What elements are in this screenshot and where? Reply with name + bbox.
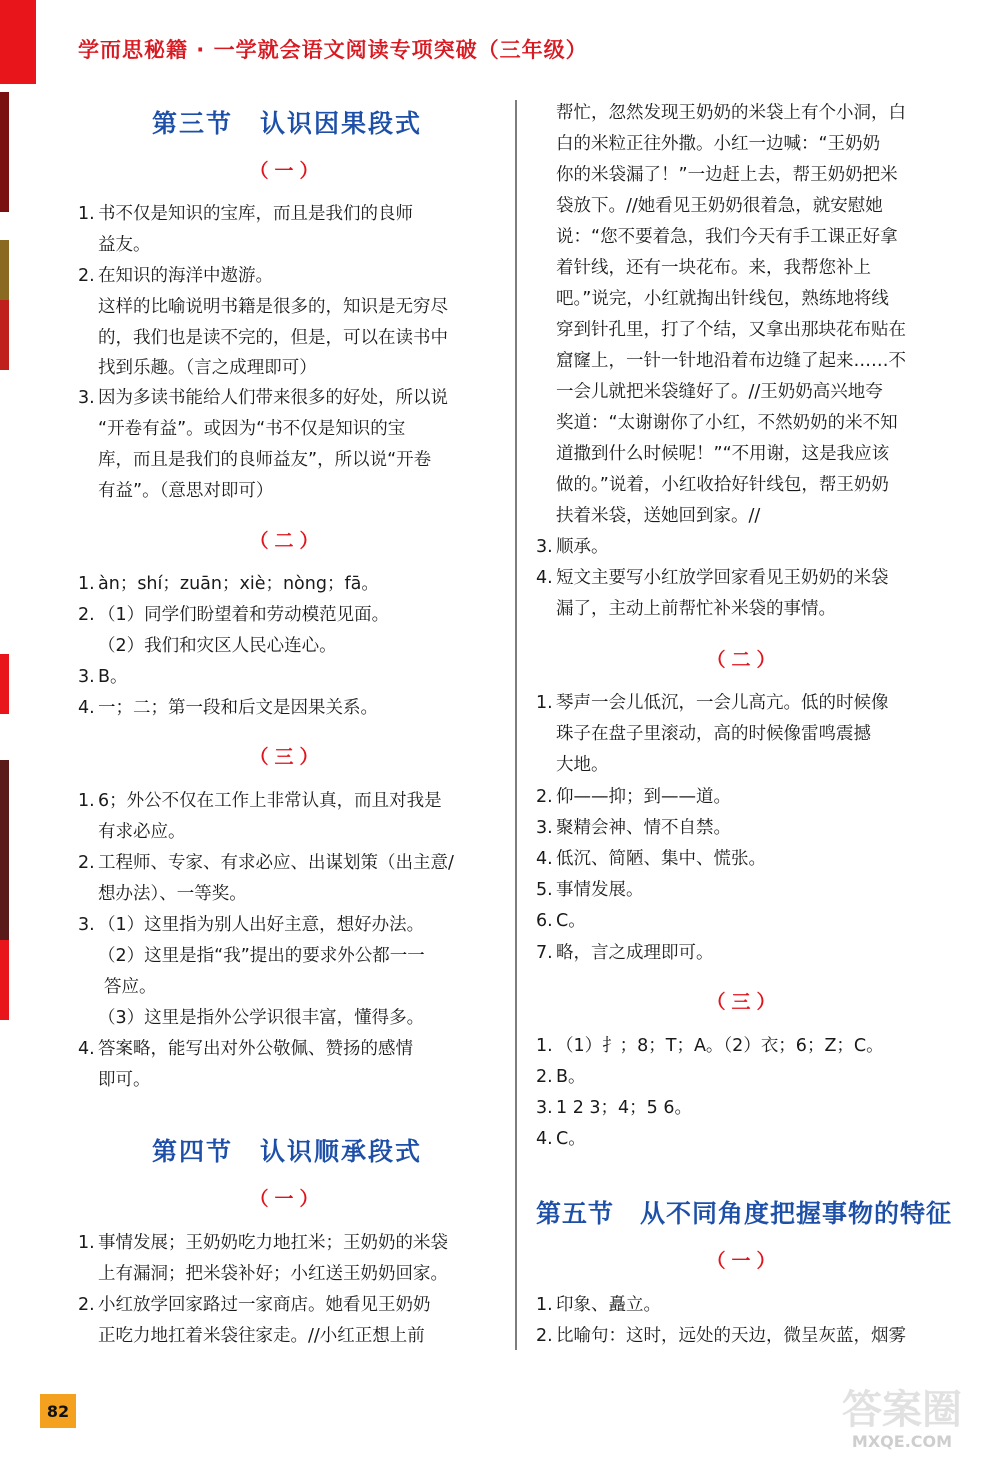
item-number: 4. bbox=[536, 568, 553, 588]
answer-line: （2）我们和灾区人民心连心。 bbox=[98, 636, 337, 656]
answer-line: 3. 聚精会神、情不自禁。 bbox=[536, 818, 731, 838]
item-number: 2. bbox=[536, 1326, 553, 1346]
item-number: 3. bbox=[78, 667, 95, 687]
subsection-title: （三） bbox=[706, 991, 782, 1013]
section-title: 第四节 认识顺承段式 bbox=[151, 1137, 422, 1166]
answer-line: 5. 事情发展。 bbox=[536, 880, 644, 900]
item-number: 1. bbox=[78, 204, 95, 224]
answer-line: 这样的比喻说明书籍是很多的，知识是无穷尽 bbox=[98, 297, 448, 317]
side-mark bbox=[0, 760, 9, 940]
answer-line: 3. （1）这里指为别人出好主意，想好办法。 bbox=[78, 915, 425, 935]
answer-line: 益友。 bbox=[98, 235, 151, 255]
item-number: 1. bbox=[78, 1233, 95, 1253]
answer-line: 着针线，还有一块花布。来，我帮您补上 bbox=[556, 258, 871, 278]
side-mark bbox=[0, 654, 9, 714]
item-number: 2. bbox=[536, 787, 553, 807]
answer-line: （2）这里是指“我”提出的要求外公都一一 bbox=[98, 946, 425, 966]
item-number: 1. bbox=[78, 791, 95, 811]
item-number: 4. bbox=[536, 849, 553, 869]
subsection-title: （一） bbox=[706, 1250, 782, 1272]
answer-line: 道撒到什么时候呢！”“不用谢，这是我应该 bbox=[556, 444, 890, 464]
item-number: 3. bbox=[78, 915, 95, 935]
subsection-title: （二） bbox=[249, 530, 325, 552]
item-number: 4. bbox=[78, 1039, 95, 1059]
answer-line: 说：“您不要着急，我们今天有手工课正好拿 bbox=[556, 227, 898, 247]
answer-line: 吧。”说完，小红就掏出针线包，熟练地将线 bbox=[556, 289, 889, 309]
header-red-bar bbox=[0, 0, 36, 84]
side-mark bbox=[0, 92, 9, 212]
answer-line: 做的。”说着，小红收拾好针线包，帮王奶奶 bbox=[556, 475, 889, 495]
item-number: 3. bbox=[536, 818, 553, 838]
answer-line: 你的米袋漏了！”一边赶上去，帮王奶奶把米 bbox=[556, 165, 898, 185]
answer-line: 4. 一；二；第一段和后文是因果关系。 bbox=[78, 698, 378, 718]
subsection-title: （三） bbox=[249, 746, 325, 768]
answer-line: “开卷有益”。或因为“书不仅是知识的宝 bbox=[98, 419, 406, 439]
item-number: 3. bbox=[536, 537, 553, 557]
answer-line: 有益”。（意思对即可） bbox=[98, 481, 274, 501]
item-number: 7. bbox=[536, 943, 553, 963]
answer-line: 7. 略，言之成理即可。 bbox=[536, 943, 714, 963]
answer-line: 3. B。 bbox=[78, 667, 128, 687]
answer-line: 4. 答案略，能写出对外公敬佩、赞扬的感情 bbox=[78, 1039, 413, 1059]
answer-line: 2. 仰——抑；到——道。 bbox=[536, 787, 731, 807]
item-number: 2. bbox=[78, 266, 95, 286]
subsection-title: （一） bbox=[249, 1188, 325, 1210]
item-number: 1. bbox=[78, 574, 95, 594]
answer-line: 2. B。 bbox=[536, 1067, 586, 1087]
answer-line: 3. 因为多读书能给人们带来很多的好处，所以说 bbox=[78, 388, 448, 408]
answer-line: 2. （1）同学们盼望着和劳动模范见面。 bbox=[78, 605, 390, 625]
answer-line: 4. 低沉、简陋、集中、慌张。 bbox=[536, 849, 766, 869]
answer-line: 扶着米袋，送她回到家。// bbox=[556, 506, 761, 526]
item-number: 2. bbox=[78, 605, 95, 625]
header-title: 学而思秘籍 · 一学就会语文阅读专项突破（三年级） bbox=[78, 38, 588, 62]
answer-line: 1. （1）扌；8；T；A。（2）衣；6；Z；C。 bbox=[536, 1036, 884, 1056]
answer-line: 库，而且是我们的良师益友”，所以说“开卷 bbox=[98, 450, 432, 470]
answer-line: 白的米粒正往外撒。小红一边喊：“王奶奶 bbox=[556, 134, 881, 154]
answer-line: 窟窿上，一针一针地沿着布边缝了起来……不 bbox=[556, 351, 906, 371]
answer-line: 2. 比喻句：这时，远处的天边，微呈灰蓝，烟雾 bbox=[536, 1326, 906, 1346]
answer-line: 1. 印象、矗立。 bbox=[536, 1295, 661, 1315]
answer-line: 穿到针孔里，打了个结，又拿出那块花布贴在 bbox=[556, 320, 906, 340]
answer-line: 1. 事情发展；王奶奶吃力地扛米；王奶奶的米袋 bbox=[78, 1233, 448, 1253]
item-number: 3. bbox=[78, 388, 95, 408]
answer-line: （3）这里是指外公学识很丰富，懂得多。 bbox=[98, 1008, 425, 1028]
answer-line: 有求必应。 bbox=[98, 822, 186, 842]
answer-line: 2. 在知识的海洋中遨游。 bbox=[78, 266, 273, 286]
subsection-title: （二） bbox=[706, 649, 782, 671]
answer-line: 袋放下。//她看见王奶奶很着急，就安慰她 bbox=[556, 196, 883, 216]
watermark bbox=[812, 1388, 992, 1464]
item-number: 2. bbox=[78, 1295, 95, 1315]
answer-line: 珠子在盘子里滚动，高的时候像雷鸣震撼 bbox=[556, 724, 871, 744]
section-title: 第三节 认识因果段式 bbox=[151, 109, 422, 138]
item-number: 6. bbox=[536, 911, 553, 931]
answer-line: 1. àn；shí；zuān；xiè；nòng；fā。 bbox=[78, 574, 379, 594]
item-number: 3. bbox=[536, 1098, 553, 1118]
answer-line: 一会儿就把米袋缝好了。//王奶奶高兴地夸 bbox=[556, 382, 883, 402]
answer-line: 答应。 bbox=[104, 977, 157, 997]
page-number: 82 bbox=[40, 1394, 76, 1428]
column-divider bbox=[515, 100, 517, 1350]
item-number: 1. bbox=[536, 1295, 553, 1315]
answer-line: 找到乐趣。（言之成理即可） bbox=[98, 358, 317, 378]
side-mark bbox=[0, 300, 9, 370]
answer-line: 6. C。 bbox=[536, 911, 586, 931]
item-number: 1. bbox=[536, 1036, 553, 1056]
watermark-site: MXQE.COM bbox=[851, 1432, 953, 1451]
item-number: 5. bbox=[536, 880, 553, 900]
item-number: 2. bbox=[536, 1067, 553, 1087]
side-mark bbox=[0, 940, 9, 1020]
answer-line: 2. 工程师、专家、有求必应、出谋划策（出主意/ bbox=[78, 853, 454, 873]
watermark-logo: 答案圈 bbox=[842, 1387, 962, 1433]
answer-line: 2. 小红放学回家路过一家商店。她看见王奶奶 bbox=[78, 1295, 431, 1315]
answer-line: 1. 6；外公不仅在工作上非常认真，而且对我是 bbox=[78, 791, 442, 811]
item-number: 2. bbox=[78, 853, 95, 873]
answer-line: 3. 顺承。 bbox=[536, 537, 609, 557]
answer-line: 漏了，主动上前帮忙补米袋的事情。 bbox=[556, 599, 836, 619]
answer-line: 大地。 bbox=[556, 755, 609, 775]
answer-line: 即可。 bbox=[98, 1070, 151, 1090]
answer-line: 3. 1 2 3；4；5 6。 bbox=[536, 1098, 692, 1118]
answer-line: 1. 书不仅是知识的宝库，而且是我们的良师 bbox=[78, 204, 413, 224]
item-number: 1. bbox=[536, 693, 553, 713]
answer-line: 1. 琴声一会儿低沉，一会儿高亢。低的时候像 bbox=[536, 693, 889, 713]
side-mark bbox=[0, 240, 9, 300]
answer-line: 奖道：“太谢谢你了小红，不然奶奶的米不知 bbox=[556, 413, 898, 433]
answer-line: 正吃力地扛着米袋往家走。//小红正想上前 bbox=[98, 1326, 425, 1346]
answer-line: 想办法）、一等奖。 bbox=[98, 884, 247, 904]
item-number: 4. bbox=[536, 1129, 553, 1149]
item-number: 4. bbox=[78, 698, 95, 718]
answer-line: 帮忙，忽然发现王奶奶的米袋上有个小洞，白 bbox=[556, 103, 906, 123]
subsection-title: （一） bbox=[249, 160, 325, 182]
answer-line: 4. 短文主要写小红放学回家看见王奶奶的米袋 bbox=[536, 568, 889, 588]
answer-line: 上有漏洞；把米袋补好；小红送王奶奶回家。 bbox=[98, 1264, 448, 1284]
answer-line: 的，我们也是读不完的，但是，可以在读书中 bbox=[98, 328, 448, 348]
answer-line: 4. C。 bbox=[536, 1129, 586, 1149]
section-title: 第五节 从不同角度把握事物的特征 bbox=[536, 1199, 953, 1228]
